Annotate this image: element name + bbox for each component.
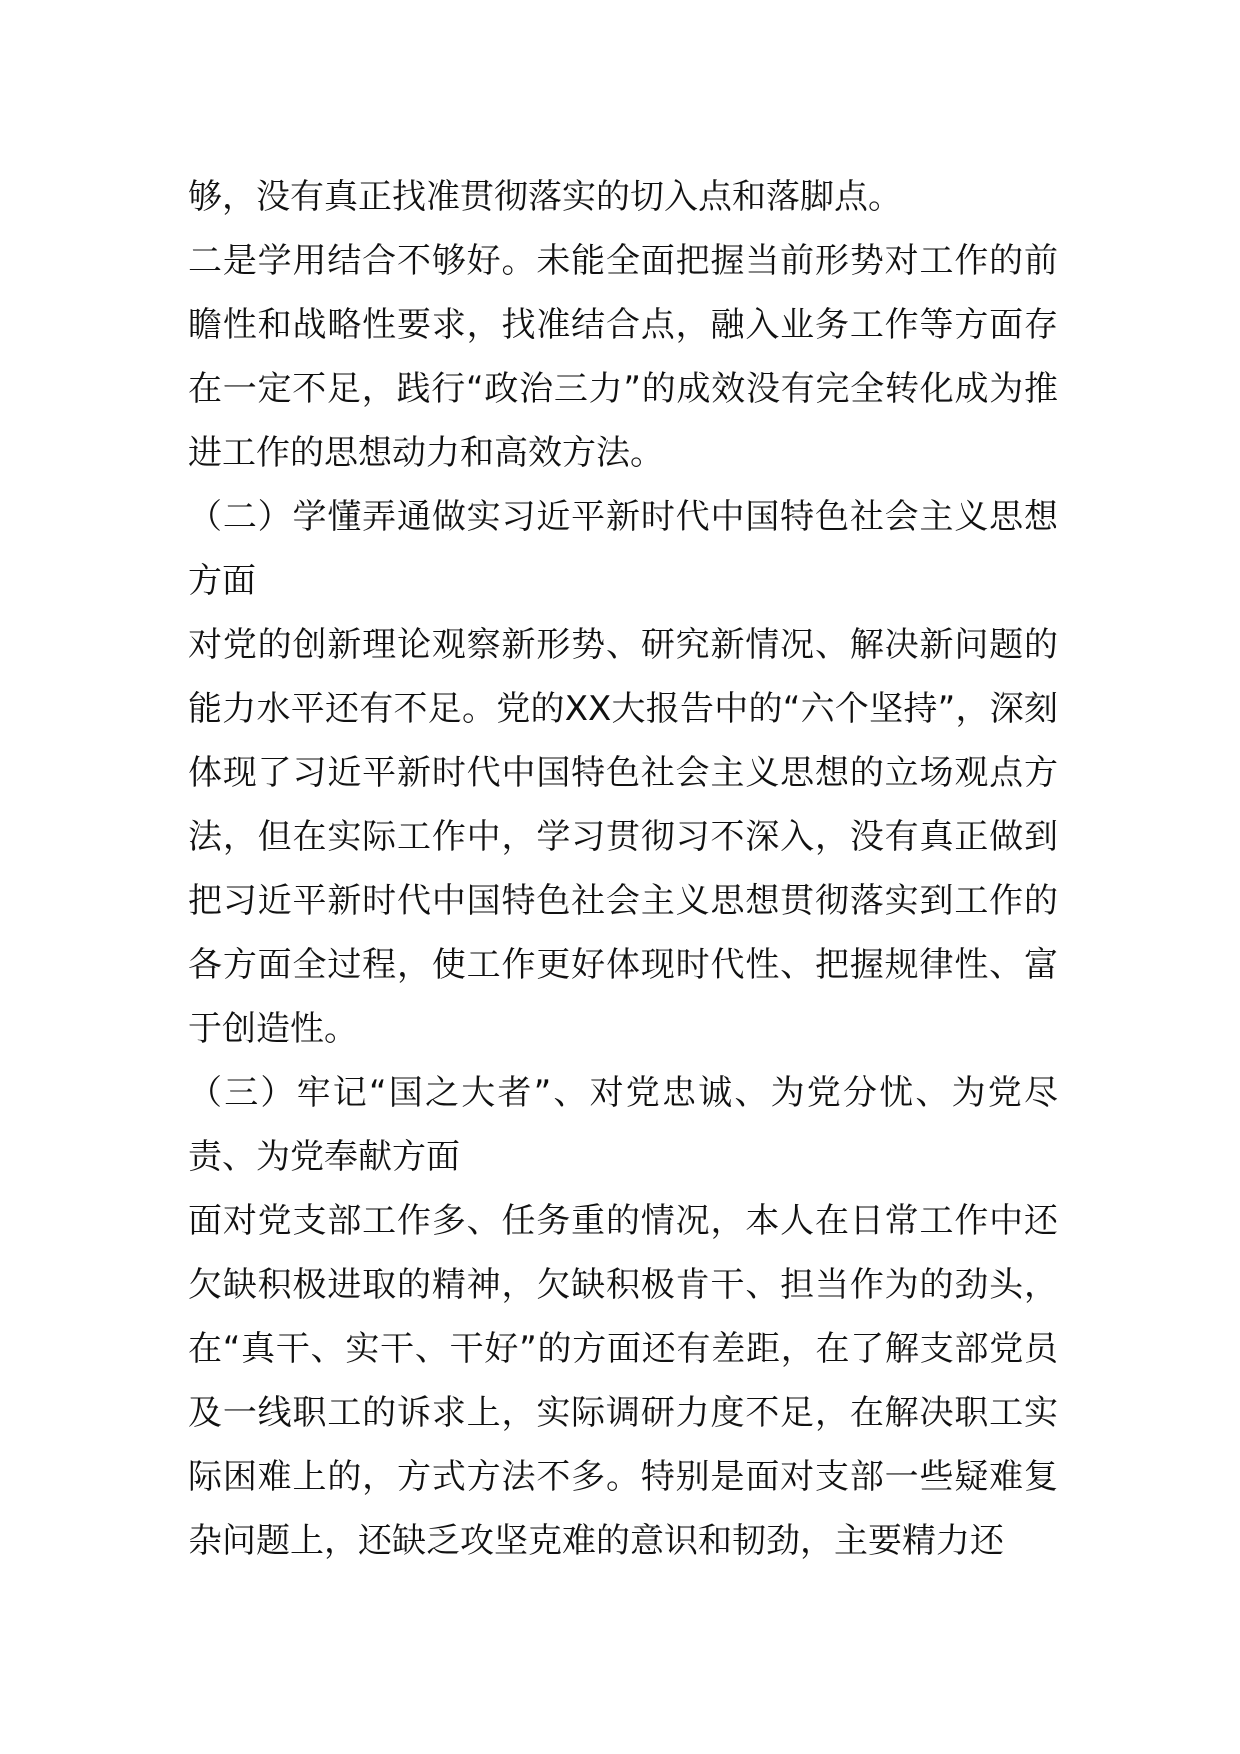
section-heading-2: （二）学懂弄通做实习近平新时代中国特色社会主义思想方面 (188, 497, 1058, 601)
paragraph-study-application: 二是学用结合不够好。未能全面把握当前形势对工作的前瞻性和战略性要求，找准结合点，融入业务工作等方面存在一定不足，践行“政治三力”的成效没有完全转化成为推进工作的思想动力和高效方法。 (188, 241, 1058, 473)
document-page (188, 165, 1058, 1573)
paragraph-innovation-theory: 对党的创新理论观察新形势、研究新情况、解决新问题的能力水平还有不足。党的XX大报告中的“六个坚持”，深刻体现了习近平新时代中国特色社会主义思想的立场观点方法，但在实际工作中，学习贯彻习不深入，没有真正做到把习近平新时代中国特色社会主义思想贯彻落实到工作的各方面全过程，使工作更好体现时代性、把握规律性、富于创造性。 (188, 625, 1058, 1049)
section-heading-3: （三）牢记“国之大者”、对党忠诚、为党分忧、为党尽责、为党奉献方面 (188, 1073, 1058, 1177)
paragraph-branch-work: 面对党支部工作多、任务重的情况，本人在日常工作中还欠缺积极进取的精神，欠缺积极肯干、担当作为的劲头，在“真干、实干、干好”的方面还有差距，在了解支部党员及一线职工的诉求上，实际调研力度不足，在解决职工实际困难上的，方式方法不多。特别是面对支部一些疑难复杂问题上，还缺乏攻坚克难的意识和韧劲，主要精力还 (188, 1201, 1058, 1561)
paragraph-continuation: 够，没有真正找准贯彻落实的切入点和落脚点。 (188, 177, 902, 217)
